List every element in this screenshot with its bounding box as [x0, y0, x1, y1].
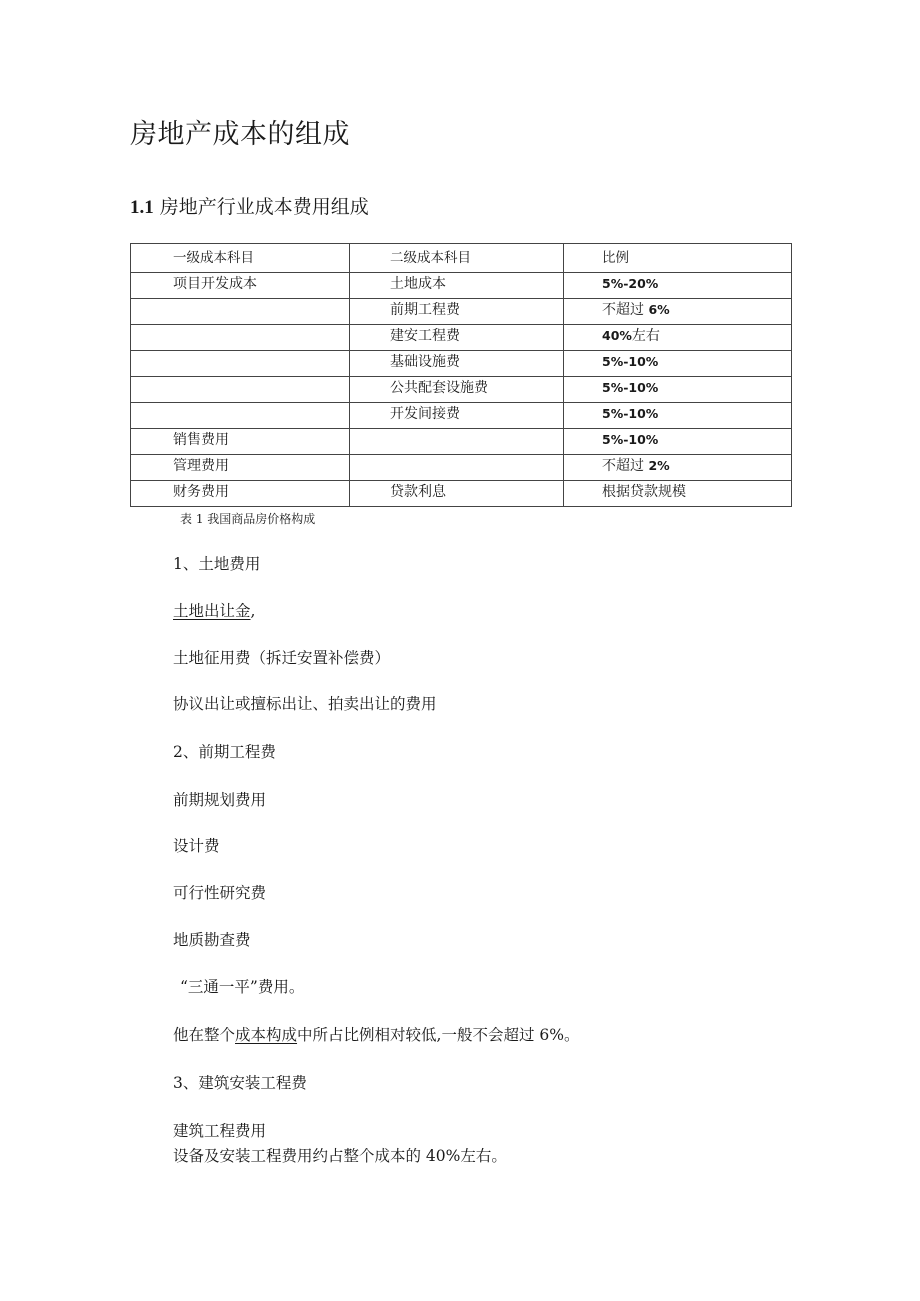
ratio-note-post: 中所占比例相对较低,一般不会超过 6%。 — [297, 1026, 580, 1044]
cell-level2: 基础设施费 — [350, 351, 564, 377]
cell-level1 — [131, 299, 350, 325]
ratio-value: 5%-10% — [602, 432, 659, 447]
cell-ratio — [564, 273, 792, 299]
ratio-value: 5%-10% — [602, 380, 659, 395]
equipment-fee: 设备及安装工程费用约占整个成本的 40%左右。 — [173, 1147, 507, 1165]
ratio-value: 5%-10% — [602, 354, 659, 369]
ratio-prefix: 不超过 — [602, 458, 649, 474]
cost-table — [130, 243, 792, 507]
cell-level1 — [131, 325, 350, 351]
cell-ratio — [564, 455, 792, 481]
section-title: 房地产行业成本费用组成 — [159, 196, 369, 218]
table-row — [131, 481, 792, 507]
ratio-value: 5%-10% — [602, 406, 659, 421]
construction-fee: 建筑工程费用 — [173, 1122, 267, 1140]
feasibility-fee: 可行性研究费 — [173, 884, 267, 902]
table-row — [131, 325, 792, 351]
cell-ratio — [564, 299, 792, 325]
land-transfer-comma: , — [250, 602, 256, 620]
three-one-fee: “三通一平”费用。 — [180, 978, 305, 996]
cell-level2: 公共配套设施费 — [350, 377, 564, 403]
ratio-value: 6% — [648, 302, 670, 317]
header-ratio: 比例 — [564, 244, 792, 273]
survey-fee: 地质勘查费 — [173, 931, 251, 949]
cell-level1: 销售费用 — [131, 429, 350, 455]
ratio-value: 40% — [602, 328, 632, 343]
cell-ratio — [564, 325, 792, 351]
cell-level1 — [131, 377, 350, 403]
cell-ratio — [564, 377, 792, 403]
land-transfer-link[interactable]: 土地出让金 — [173, 602, 251, 620]
cell-level2: 前期工程费 — [350, 299, 564, 325]
table-row — [131, 377, 792, 403]
header-level2: 二级成本科目 — [350, 244, 564, 273]
heading-construction-cost: 3、建筑安装工程费 — [173, 1074, 307, 1092]
section-heading — [130, 192, 369, 219]
ratio-suffix: 左右 — [631, 328, 660, 344]
cost-structure-link[interactable]: 成本构成 — [235, 1026, 298, 1044]
cell-level1: 管理费用 — [131, 455, 350, 481]
table-row — [131, 455, 792, 481]
cell-level1: 项目开发成本 — [131, 273, 350, 299]
design-fee: 设计费 — [173, 837, 220, 855]
cell-ratio — [564, 403, 792, 429]
cell-level2: 土地成本 — [350, 273, 564, 299]
cell-level2: 建安工程费 — [350, 325, 564, 351]
cell-ratio — [564, 351, 792, 377]
cell-level2: 贷款利息 — [350, 481, 564, 507]
page-title: 房地产成本的组成 — [130, 119, 350, 150]
table-row — [131, 351, 792, 377]
cell-ratio — [564, 429, 792, 455]
table-row — [131, 429, 792, 455]
cell-level1 — [131, 351, 350, 377]
heading-preliminary-cost: 2、前期工程费 — [173, 743, 276, 761]
header-level1: 一级成本科目 — [131, 244, 350, 273]
table-row — [131, 273, 792, 299]
planning-fee: 前期规划费用 — [173, 791, 267, 809]
cell-ratio — [564, 481, 792, 507]
ratio-note — [173, 1023, 579, 1045]
cell-level2 — [350, 455, 564, 481]
ratio-note-pre: 他在整个 — [173, 1026, 236, 1044]
heading-land-cost: 1、土地费用 — [173, 555, 261, 573]
land-acquisition-fee: 土地征用费（拆迁安置补偿费） — [173, 649, 391, 667]
table-header-row — [131, 244, 792, 273]
table-caption: 表 1 我国商品房价格构成 — [180, 512, 316, 526]
cell-level2: 开发间接费 — [350, 403, 564, 429]
section-number: 1.1 — [130, 197, 154, 218]
table-row — [131, 403, 792, 429]
cell-level1 — [131, 403, 350, 429]
ratio-prefix: 根据贷款规模 — [602, 484, 686, 500]
table-row — [131, 299, 792, 325]
transfer-methods-fee: 协议出让或擅标出让、拍卖出让的费用 — [173, 695, 437, 713]
cell-level1: 财务费用 — [131, 481, 350, 507]
land-transfer-line — [173, 599, 255, 621]
cell-level2 — [350, 429, 564, 455]
ratio-prefix: 不超过 — [602, 302, 649, 318]
ratio-value: 2% — [648, 458, 670, 473]
ratio-value: 5%-20% — [602, 276, 659, 291]
